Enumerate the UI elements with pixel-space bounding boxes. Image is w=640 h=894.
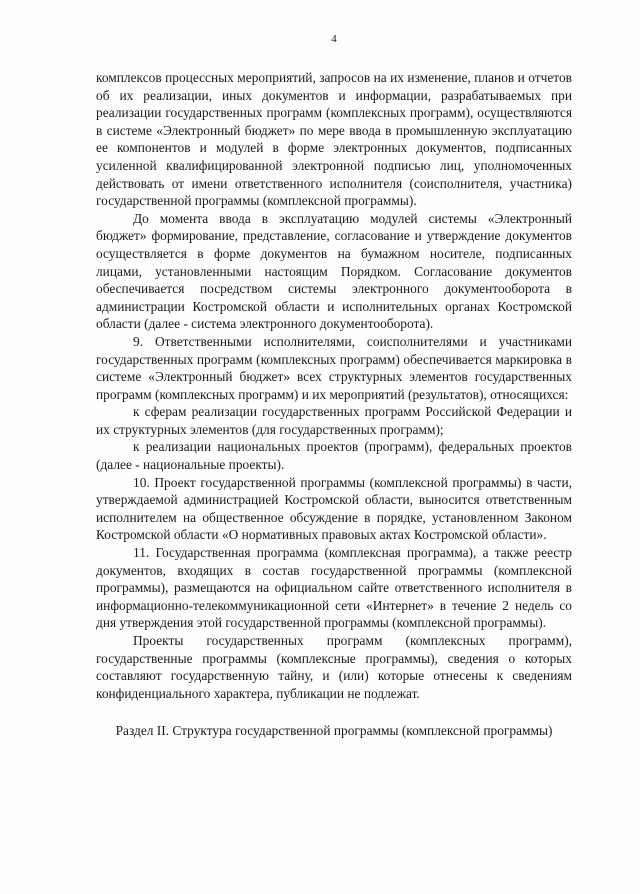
paragraph-electronic-budget-documents: комплексов процессных мероприятий, запросов на их изменение, планов и отчетов об их реализации, иных документов и информации, разрабатываемых при реализации государственных программ (комплексных программ), осуществляются в системе «Электронный бюджет» по мере ввода в промышленную эксплуатацию ее компонентов и модулей в форме электронных документов, подписанных усиленной квалифицированной электронной подписью лиц, уполномоченных действовать от имени ответственного исполнителя (соисполнителя, участника) государственной программы (комплексной программы). xyxy=(96,70,572,209)
paragraph-confidential-projects: Проекты государственных программ (комплексных программ), государственные программы (комплексные программы), сведения о которых составляют государственную тайну, и (или) которые отнесены к сведениям конфиденциального характера, публикации не подлежат. xyxy=(96,633,572,701)
paragraph-before-module-launch: До момента ввода в эксплуатацию модулей системы «Электронный бюджет» формирование, представление, согласование и утверждение документов осуществляется в форме документов на бумажном носителе, подписанных лицами, установленными настоящим Порядком. Согласование документов обеспечивается посредством системы электронного документооборота в администрации Костромской области и исполнительных органах Костромской области (далее - система электронного документооборота). xyxy=(96,210,572,332)
page-number: 4 xyxy=(331,33,337,45)
paragraph-item-10-public-discussion: 10. Проект государственной программы (комплексной программы) в части, утверждаемой администрацией Костромской области, выносится ответственным исполнителем на общественное обсуждение в порядке, установленном Законом Костромской области «О нормативных правовых актах Костромской области». xyxy=(96,474,572,543)
section-title: Раздел II. Структура государственной программы (комплексной программы) xyxy=(115,723,553,739)
paragraph-item-9-marking: 9. Ответственными исполнителями, соисполнителями и участниками государственных программ (комплексных программ) обеспечивается маркировка в системе «Электронный бюджет» всех структурных элементов государственных программ (комплексных программ) и их мероприятий (результатов), относящихся: xyxy=(96,333,572,402)
paragraph-item-11-publication: 11. Государственная программа (комплексная программа), а также реестр документов, входящих в состав государственной программы (комплексной программы), размещаются на официальном сайте ответственного исполнителя в информационно-телекоммуникационной сети «Интернет» в течение 2 недель со дня утверждения этой государственной программы (комплексной программы). xyxy=(96,545,572,631)
paragraph-item-9-national-projects: к реализации национальных проектов (программ), федеральных проектов (далее - национальные проекты). xyxy=(96,439,572,473)
paragraph-item-9-spheres: к сферам реализации государственных программ Российской Федерации и их структурных элементов (для государственных программ); xyxy=(96,404,572,437)
